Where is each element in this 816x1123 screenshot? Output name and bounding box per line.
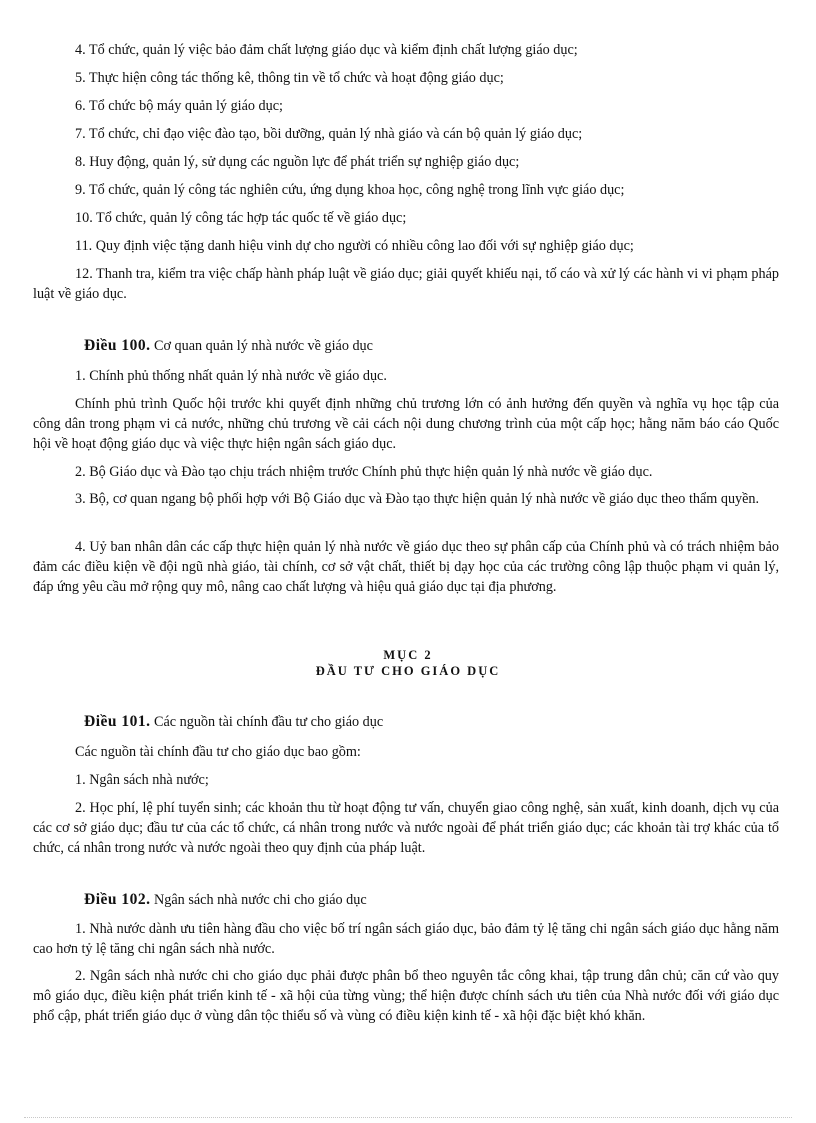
paragraph: 2. Bộ Giáo dục và Đào tạo chịu trách nhiệm trước Chính phủ thực hiện quản lý nhà nước về giáo dục. — [75, 464, 653, 480]
article-title: Các nguồn tài chính đầu tư cho giáo dục — [154, 714, 384, 730]
paragraph: 1. Ngân sách nhà nước; — [75, 772, 209, 788]
section-label: MỤC 2 — [383, 648, 433, 662]
list-item: 5. Thực hiện công tác thống kê, thông tin về tổ chức và hoạt động giáo dục; — [75, 70, 504, 86]
list-item: 6. Tổ chức bộ máy quản lý giáo dục; — [75, 98, 283, 114]
paragraph: 1. Chính phủ thống nhất quản lý nhà nước về giáo dục. — [75, 368, 387, 384]
section-title: ĐẦU TƯ CHO GIÁO DỤC — [315, 664, 501, 678]
paragraph: 1. Nhà nước dành ưu tiên hàng đầu cho việc bố trí ngân sách giáo dục, bảo đảm tỷ lệ tăng chi ngân sách giáo dục hằng năm cao hơn tỷ lệ tăng chi ngân sách nhà nước. — [33, 921, 779, 957]
paragraph: 4. Uỷ ban nhân dân các cấp thực hiện quản lý nhà nước về giáo dục theo sự phân cấp của Chính phủ và có trách nhiệm bảo đảm các điều kiện về đội ngũ nhà giáo, tài chính, cơ sở vật chất, thiết bị dạy học của các trường công lập thuộc phạm vi quản lý, đáp ứng yêu cầu mở rộng quy mô, nâng cao chất lượng và hiệu quả giáo dục tại địa phương. — [33, 539, 779, 595]
article-102-heading — [84, 890, 367, 910]
article-title: Ngân sách nhà nước chi cho giáo dục — [154, 892, 367, 908]
article-101-heading — [84, 712, 383, 732]
article-number: Điều 101. — [84, 713, 151, 730]
list-item: 12. Thanh tra, kiểm tra việc chấp hành pháp luật về giáo dục; giải quyết khiếu nại, tố cáo và xử lý các hành vi vi phạm pháp luật về giáo dục. — [33, 266, 779, 302]
paragraph: 3. Bộ, cơ quan ngang bộ phối hợp với Bộ Giáo dục và Đào tạo thực hiện quản lý nhà nước về giáo dục theo thẩm quyền. — [75, 491, 760, 507]
article-number: Điều 100. — [84, 337, 151, 354]
paragraph: 2. Học phí, lệ phí tuyển sinh; các khoản thu từ hoạt động tư vấn, chuyển giao công nghệ, sản xuất, kinh doanh, dịch vụ của các cơ sở giáo dục; đầu tư của các tổ chức, cá nhân trong nước và nước ngoài để phát triển giáo dục; các khoản tài trợ khác của tổ chức, cá nhân trong nước và nước ngoài theo quy định của pháp luật. — [33, 800, 779, 856]
list-item: 7. Tổ chức, chỉ đạo việc đào tạo, bồi dưỡng, quản lý nhà giáo và cán bộ quản lý giáo dục; — [75, 126, 583, 142]
list-item: 4. Tổ chức, quản lý việc bảo đảm chất lượng giáo dục và kiểm định chất lượng giáo dục; — [75, 42, 578, 58]
list-item: 9. Tổ chức, quản lý công tác nghiên cứu, ứng dụng khoa học, công nghệ trong lĩnh vực giáo dục; — [75, 182, 625, 198]
list-item: 11. Quy định việc tặng danh hiệu vinh dự cho người có nhiều công lao đối với sự nghiệp giáo dục; — [75, 238, 634, 254]
list-item: 8. Huy động, quản lý, sử dụng các nguồn lực để phát triển sự nghiệp giáo dục; — [75, 154, 520, 170]
article-title: Cơ quan quản lý nhà nước về giáo dục — [154, 338, 373, 354]
paragraph: Các nguồn tài chính đầu tư cho giáo dục bao gồm: — [75, 744, 361, 760]
article-number: Điều 102. — [84, 891, 151, 908]
paragraph: 2. Ngân sách nhà nước chi cho giáo dục phải được phân bổ theo nguyên tắc công khai, tập trung dân chủ; căn cứ vào quy mô giáo dục, điều kiện phát triển kinh tế - xã hội của từng vùng; thể hiện được chính sách ưu tiên của Nhà nước đối với giáo dục phổ cập, phát triển giáo dục ở vùng dân tộc thiểu số và vùng có điều kiện kinh tế - xã hội đặc biệt khó khăn. — [33, 968, 779, 1024]
list-item: 10. Tổ chức, quản lý công tác hợp tác quốc tế về giáo dục; — [75, 210, 407, 226]
article-100-heading — [84, 336, 373, 356]
paragraph: Chính phủ trình Quốc hội trước khi quyết định những chủ trương lớn có ảnh hưởng đến quyền và nghĩa vụ học tập của công dân trong phạm vi cả nước, những chủ trương về cải cách nội dung chương trình của một cấp học; hằng năm báo cáo Quốc hội về hoạt động giáo dục và việc thực hiện ngân sách giáo dục. — [33, 396, 779, 452]
page-bottom-divider — [24, 1117, 792, 1118]
